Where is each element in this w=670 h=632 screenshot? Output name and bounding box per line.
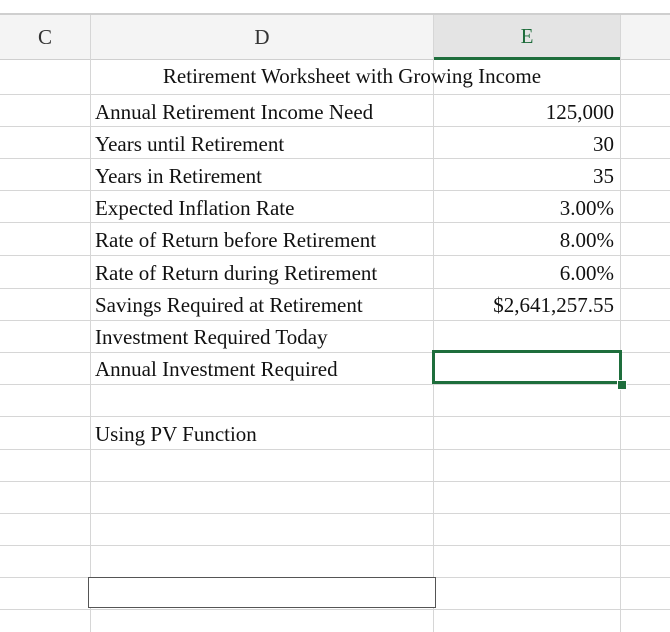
value-inflation[interactable]: 3.00%	[559, 196, 614, 220]
column-header-e[interactable]: E	[434, 15, 620, 60]
value-years-in[interactable]: 35	[593, 164, 614, 188]
top-band	[0, 0, 670, 13]
gridline-h	[0, 190, 670, 191]
gridline-h	[0, 320, 670, 321]
gridline-h	[0, 126, 670, 127]
gridline-v-cd	[90, 15, 91, 632]
value-income-need[interactable]: 125,000	[545, 100, 614, 124]
label-years-in[interactable]: Years in Retirement	[95, 164, 263, 188]
pv-input-box[interactable]	[88, 577, 436, 608]
column-header-d[interactable]: D	[91, 15, 433, 60]
label-annual-investment[interactable]: Annual Investment Required	[95, 357, 338, 381]
label-income-need[interactable]: Annual Retirement Income Need	[95, 100, 374, 124]
gridline-h	[0, 513, 670, 514]
label-return-during[interactable]: Rate of Return during Retirement	[95, 261, 378, 285]
value-return-during[interactable]: 6.00%	[559, 261, 614, 285]
column-header-f[interactable]	[621, 15, 670, 60]
label-savings-required[interactable]: Savings Required at Retirement	[95, 293, 363, 317]
sheet-title[interactable]: Retirement Worksheet with Growing Income	[162, 64, 542, 88]
gridline-h	[0, 158, 670, 159]
gridline-v-ef	[620, 15, 621, 632]
gridline-h	[0, 255, 670, 256]
gridline-h	[0, 416, 670, 417]
label-inflation[interactable]: Expected Inflation Rate	[95, 196, 295, 220]
gridline-h	[0, 449, 670, 450]
label-return-before[interactable]: Rate of Return before Retirement	[95, 228, 377, 252]
gridline-h	[0, 384, 670, 385]
gridline-h	[0, 545, 670, 546]
label-pv-function[interactable]: Using PV Function	[95, 422, 257, 446]
gridline-h	[0, 94, 670, 95]
gridline-h	[0, 288, 670, 289]
label-investment-today[interactable]: Investment Required Today	[95, 325, 328, 349]
value-savings-required[interactable]: $2,641,257.55	[493, 293, 614, 317]
gridline-v-de	[433, 15, 434, 632]
gridline-h	[0, 609, 670, 610]
column-header-c[interactable]: C	[0, 15, 90, 60]
fill-handle[interactable]	[617, 380, 627, 390]
gridline-h	[0, 481, 670, 482]
value-return-before[interactable]: 8.00%	[559, 228, 614, 252]
gridline-h	[0, 222, 670, 223]
label-years-until[interactable]: Years until Retirement	[95, 132, 285, 156]
selected-cell-annual-investment[interactable]	[432, 350, 622, 384]
value-years-until[interactable]: 30	[593, 132, 614, 156]
